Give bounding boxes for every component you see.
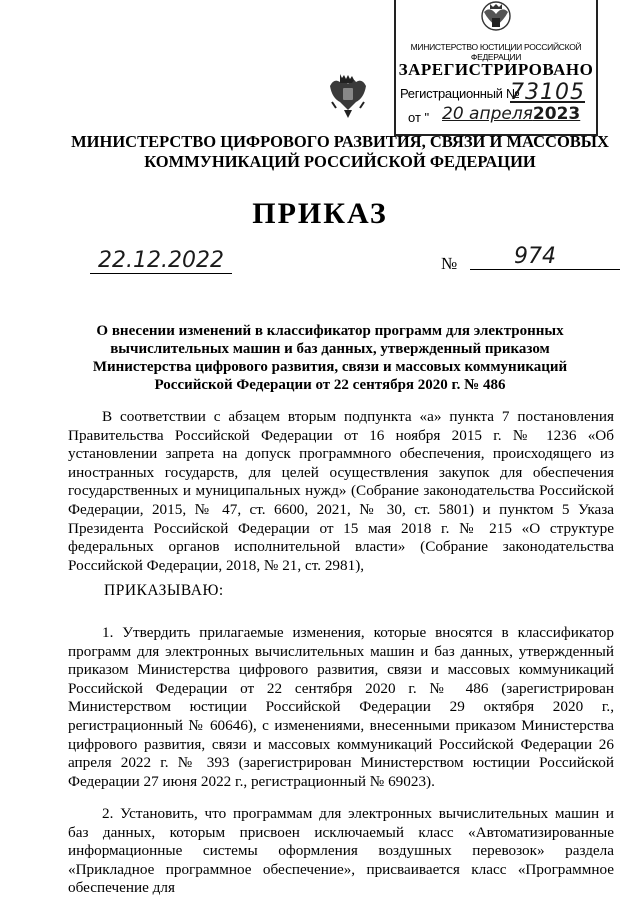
registration-stamp bbox=[394, 0, 598, 136]
stamp-from-date bbox=[442, 104, 580, 124]
order-number-value: 974 bbox=[514, 244, 556, 269]
order-date: 22.12.2022 bbox=[90, 248, 232, 274]
order-subject: О внесении изменений в классификатор программ для электронных вычислительных машин и баз данных, утвержденный приказом Министерства цифрового развития, связи и массовых коммуникаций Российской Федерации от 22 сентября 2020 г. № 486 bbox=[92, 323, 568, 393]
stamp-registered-label: ЗАРЕГИСТРИРОВАНО bbox=[398, 60, 594, 79]
order-word: ПРИКАЗЫВАЮ: bbox=[104, 582, 224, 599]
ministry-header bbox=[60, 132, 620, 172]
order-number bbox=[470, 244, 620, 270]
stamp-from-day: 20 апреля bbox=[442, 104, 533, 124]
stamp-from-year: 2023 bbox=[532, 104, 581, 124]
stamp-ministry-name: МИНИСТЕРСТВО ЮСТИЦИИ РОССИЙСКОЙ ФЕДЕРАЦИИ bbox=[410, 42, 582, 62]
item-2-paragraph: 2. Установить, что программам для электронных вычислительных машин и баз данных, которым присвоен исключаемый класс «Автоматизированные информационные системы оформления воздушных перевозок» раздела «Прикладное программное обеспечение», присваивается класс «Программное обеспечение для bbox=[68, 805, 614, 897]
double-headed-eagle-icon bbox=[326, 72, 370, 120]
coat-of-arms-icon bbox=[474, 0, 518, 38]
order-number-label: № bbox=[441, 254, 458, 273]
stamp-reg-number: 73105 bbox=[510, 80, 585, 105]
item-1-paragraph: 1. Утвердить прилагаемые изменения, которые вносятся в классификатор программ для электронных вычислительных машин и баз данных, утвержденный приказом Министерства цифрового развития, связи и массовых коммуникаций Российской Федерации от 22 сентября 2020 г. № 486 (зарегистрирован Министерством юстиции Российской Федерации 29 октября 2020 г., регистрационный № 60646), с изменениями, внесенными приказом Министерства цифрового развития, связи и массовых коммуникаций Российской Федерации 26 апреля 2022 г. № 393 (зарегистрирован Министерством юстиции Российской Федерации 27 июня 2022 г., регистрационный № 69023). bbox=[68, 624, 614, 790]
stamp-from-label: от " bbox=[408, 110, 430, 125]
stamp-reg-label: Регистрационный № bbox=[400, 86, 520, 101]
ministry-header-line2: КОММУНИКАЦИЙ РОССИЙСКОЙ ФЕДЕРАЦИИ bbox=[144, 152, 536, 171]
preamble-paragraph: В соответствии с абзацем вторым подпункта «а» пункта 7 постановления Правительства Российской Федерации от 16 ноября 2015 г. № 1236 «Об установлении запрета на допуск программного обеспечения, происходящего из иностранных государств, для целей осуществления закупок для обеспечения государственных и муниципальных нужд» (Собрание законодательства Российской Федерации, 2015, № 47, ст. 6600, 2021, № 30, ст. 5801) и пунктом 5 Указа Президента Российской Федерации от 15 мая 2018 г. № 215 «О структуре федеральных органов исполнительной власти» (Собрание законодательства Российской Федерации, 2018, № 21, ст. 2981), bbox=[68, 408, 614, 574]
order-title: ПРИКАЗ bbox=[252, 197, 388, 230]
ministry-header-line1: МИНИСТЕРСТВО ЦИФРОВОГО РАЗВИТИЯ, СВЯЗИ И МАССОВЫХ bbox=[71, 132, 609, 151]
